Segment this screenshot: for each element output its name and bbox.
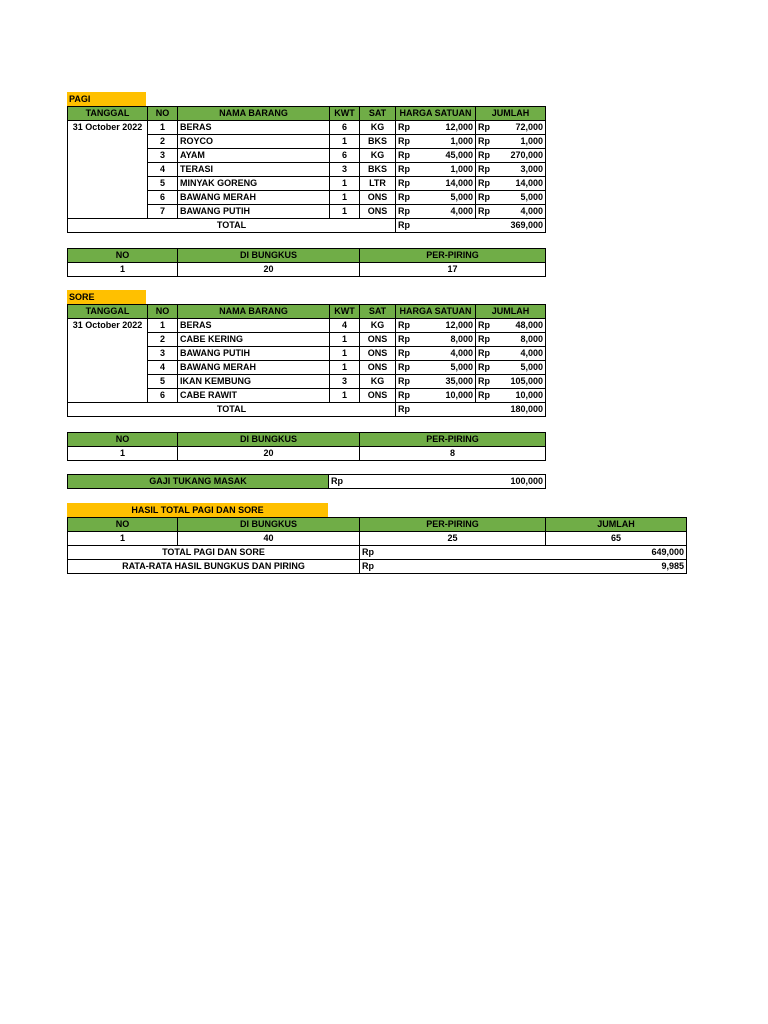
row-sat: ONS (360, 205, 396, 219)
header-harga-satuan: HARGA SATUAN (396, 107, 476, 121)
total-currency: Rp (396, 403, 476, 417)
row-sat: ONS (360, 347, 396, 361)
jumlah-value: 270,000 (510, 150, 543, 160)
currency: Rp (398, 178, 410, 188)
header-row (68, 249, 546, 263)
header-jumlah: JUMLAH (476, 305, 546, 319)
header-harga-satuan: HARGA SATUAN (396, 305, 476, 319)
row-sat: ONS (360, 191, 396, 205)
harga-value: 14,000 (445, 178, 473, 188)
harga-value: 1,000 (450, 164, 473, 174)
currency: Rp (398, 150, 410, 160)
row-no: 1 (148, 319, 178, 333)
row-nama: MINYAK GORENG (178, 177, 330, 191)
row-jumlah (476, 389, 546, 403)
row-kwt: 6 (330, 149, 360, 163)
row-nama: BERAS (178, 319, 330, 333)
harga-value: 45,000 (445, 150, 473, 160)
harga-value: 12,000 (445, 320, 473, 330)
row-harga (396, 361, 476, 375)
row-no: 2 (148, 333, 178, 347)
harga-value: 12,000 (445, 122, 473, 132)
header-tanggal: TANGGAL (68, 107, 148, 121)
currency: Rp (478, 178, 490, 188)
row-nama: BERAS (178, 121, 330, 135)
row-sat: ONS (360, 389, 396, 403)
gaji-row (68, 475, 546, 489)
table-row (68, 319, 546, 333)
total-pagi-sore-value: 649,000 (651, 547, 684, 557)
row-jumlah (476, 149, 546, 163)
row-jumlah (476, 135, 546, 149)
sore-summary-table (67, 432, 546, 461)
row-harga (396, 191, 476, 205)
row-sat: ONS (360, 333, 396, 347)
header-jumlah: JUMLAH (546, 518, 687, 532)
row-nama: AYAM (178, 149, 330, 163)
header-no: NO (148, 107, 178, 121)
total-row (68, 219, 546, 233)
table-row (68, 121, 546, 135)
row-no: 6 (148, 389, 178, 403)
currency: Rp (478, 150, 490, 160)
pagi-summary-table (67, 248, 546, 277)
header-per-piring: PER-PIRING (360, 433, 546, 447)
row-jumlah (476, 121, 546, 135)
gaji-value-cell (329, 475, 546, 489)
row-no: 3 (148, 347, 178, 361)
row-kwt: 1 (330, 333, 360, 347)
currency: Rp (331, 476, 343, 486)
hasil-table (67, 517, 687, 574)
date-cell: 31 October 2022 (68, 121, 148, 219)
header-di-bungkus: DI BUNGKUS (178, 433, 360, 447)
gaji-value: 100,000 (510, 476, 543, 486)
harga-value: 4,000 (450, 348, 473, 358)
summary-no: 1 (68, 263, 178, 277)
currency: Rp (478, 206, 490, 216)
row-nama: CABE KERING (178, 333, 330, 347)
hasil-piring: 25 (360, 532, 546, 546)
hasil-bungkus: 40 (178, 532, 360, 546)
row-kwt: 1 (330, 205, 360, 219)
jumlah-value: 48,000 (515, 320, 543, 330)
row-sat: KG (360, 149, 396, 163)
header-sat: SAT (360, 107, 396, 121)
row-jumlah (476, 347, 546, 361)
total-label: TOTAL (68, 403, 396, 417)
row-kwt: 1 (330, 361, 360, 375)
header-row (68, 433, 546, 447)
currency: Rp (398, 164, 410, 174)
gaji-label: GAJI TUKANG MASAK (68, 475, 329, 489)
rata-rata-value-cell (360, 560, 687, 574)
row-sat: KG (360, 121, 396, 135)
currency: Rp (478, 122, 490, 132)
summary-piring: 17 (360, 263, 546, 277)
currency: Rp (398, 362, 410, 372)
currency: Rp (478, 376, 490, 386)
row-sat: KG (360, 375, 396, 389)
jumlah-value: 14,000 (515, 178, 543, 188)
harga-value: 4,000 (450, 206, 473, 216)
sore-table (67, 304, 546, 417)
row-harga (396, 347, 476, 361)
row-no: 5 (148, 375, 178, 389)
row-kwt: 1 (330, 177, 360, 191)
row-jumlah (476, 191, 546, 205)
row-jumlah (476, 333, 546, 347)
header-per-piring: PER-PIRING (360, 518, 546, 532)
date-cell: 31 October 2022 (68, 319, 148, 403)
row-jumlah (476, 205, 546, 219)
total-value: 180,000 (476, 403, 546, 417)
header-row (68, 107, 546, 121)
summary-bungkus: 20 (178, 447, 360, 461)
currency: Rp (398, 122, 410, 132)
hasil-jumlah: 65 (546, 532, 687, 546)
currency: Rp (398, 334, 410, 344)
row-kwt: 1 (330, 389, 360, 403)
header-kwt: KWT (330, 107, 360, 121)
currency: Rp (478, 164, 490, 174)
row-kwt: 1 (330, 347, 360, 361)
jumlah-value: 3,000 (520, 164, 543, 174)
row-jumlah (476, 361, 546, 375)
row-nama: BAWANG PUTIH (178, 347, 330, 361)
section-label-pagi: PAGI (67, 92, 146, 106)
average-row (68, 560, 687, 574)
header-no: NO (68, 518, 178, 532)
total-pagi-sore-value-cell (360, 546, 687, 560)
row-sat: KG (360, 319, 396, 333)
row-no: 5 (148, 177, 178, 191)
jumlah-value: 5,000 (520, 192, 543, 202)
jumlah-value: 1,000 (520, 136, 543, 146)
row-harga (396, 389, 476, 403)
header-row (68, 518, 687, 532)
row-jumlah (476, 375, 546, 389)
row-kwt: 6 (330, 121, 360, 135)
jumlah-value: 72,000 (515, 122, 543, 132)
summary-bungkus: 20 (178, 263, 360, 277)
total-currency: Rp (396, 219, 476, 233)
currency: Rp (398, 320, 410, 330)
summary-no: 1 (68, 447, 178, 461)
row-harga (396, 319, 476, 333)
harga-value: 8,000 (450, 334, 473, 344)
header-no: NO (68, 433, 178, 447)
harga-value: 5,000 (450, 362, 473, 372)
row-harga (396, 333, 476, 347)
header-di-bungkus: DI BUNGKUS (178, 518, 360, 532)
jumlah-value: 4,000 (520, 206, 543, 216)
currency: Rp (398, 206, 410, 216)
harga-value: 35,000 (445, 376, 473, 386)
row-no: 4 (148, 361, 178, 375)
rata-rata-label: RATA-RATA HASIL BUNGKUS DAN PIRING (68, 560, 360, 574)
row-no: 6 (148, 191, 178, 205)
row-nama: IKAN KEMBUNG (178, 375, 330, 389)
jumlah-value: 10,000 (515, 390, 543, 400)
header-tanggal: TANGGAL (68, 305, 148, 319)
gaji-table (67, 474, 546, 489)
currency: Rp (362, 547, 374, 557)
header-kwt: KWT (330, 305, 360, 319)
section-label-hasil: HASIL TOTAL PAGI DAN SORE (67, 503, 328, 517)
total-row (68, 546, 687, 560)
row-harga (396, 163, 476, 177)
row-nama: ROYCO (178, 135, 330, 149)
currency: Rp (478, 362, 490, 372)
pagi-table (67, 106, 546, 233)
row-nama: BAWANG PUTIH (178, 205, 330, 219)
total-label: TOTAL (68, 219, 396, 233)
total-pagi-sore-label: TOTAL PAGI DAN SORE (68, 546, 360, 560)
row-harga (396, 121, 476, 135)
header-jumlah: JUMLAH (476, 107, 546, 121)
row-kwt: 3 (330, 163, 360, 177)
row-jumlah (476, 163, 546, 177)
section-label-sore: SORE (67, 290, 146, 304)
row-nama: BAWANG MERAH (178, 191, 330, 205)
table-row (68, 532, 687, 546)
row-kwt: 3 (330, 375, 360, 389)
harga-value: 5,000 (450, 192, 473, 202)
row-sat: BKS (360, 163, 396, 177)
hasil-no: 1 (68, 532, 178, 546)
row-nama: BAWANG MERAH (178, 361, 330, 375)
row-sat: LTR (360, 177, 396, 191)
currency: Rp (478, 334, 490, 344)
row-harga (396, 149, 476, 163)
jumlah-value: 5,000 (520, 362, 543, 372)
row-kwt: 4 (330, 319, 360, 333)
row-harga (396, 177, 476, 191)
row-no: 7 (148, 205, 178, 219)
harga-value: 1,000 (450, 136, 473, 146)
currency: Rp (398, 348, 410, 358)
row-harga (396, 205, 476, 219)
currency: Rp (398, 376, 410, 386)
currency: Rp (478, 136, 490, 146)
row-jumlah (476, 177, 546, 191)
currency: Rp (478, 348, 490, 358)
header-nama-barang: NAMA BARANG (178, 107, 330, 121)
row-no: 2 (148, 135, 178, 149)
header-nama-barang: NAMA BARANG (178, 305, 330, 319)
jumlah-value: 105,000 (510, 376, 543, 386)
header-no: NO (148, 305, 178, 319)
currency: Rp (362, 561, 374, 571)
header-di-bungkus: DI BUNGKUS (178, 249, 360, 263)
currency: Rp (478, 320, 490, 330)
header-row (68, 305, 546, 319)
currency: Rp (478, 390, 490, 400)
total-row (68, 403, 546, 417)
table-row (68, 263, 546, 277)
row-jumlah (476, 319, 546, 333)
row-no: 1 (148, 121, 178, 135)
harga-value: 10,000 (445, 390, 473, 400)
jumlah-value: 8,000 (520, 334, 543, 344)
jumlah-value: 4,000 (520, 348, 543, 358)
row-kwt: 1 (330, 191, 360, 205)
row-no: 3 (148, 149, 178, 163)
header-no: NO (68, 249, 178, 263)
currency: Rp (398, 136, 410, 146)
table-row (68, 447, 546, 461)
row-sat: ONS (360, 361, 396, 375)
summary-piring: 8 (360, 447, 546, 461)
row-nama: TERASI (178, 163, 330, 177)
total-value: 369,000 (476, 219, 546, 233)
header-sat: SAT (360, 305, 396, 319)
currency: Rp (398, 390, 410, 400)
row-harga (396, 135, 476, 149)
row-sat: BKS (360, 135, 396, 149)
header-per-piring: PER-PIRING (360, 249, 546, 263)
currency: Rp (398, 192, 410, 202)
row-no: 4 (148, 163, 178, 177)
row-harga (396, 375, 476, 389)
currency: Rp (478, 192, 490, 202)
row-nama: CABE RAWIT (178, 389, 330, 403)
row-kwt: 1 (330, 135, 360, 149)
rata-rata-value: 9,985 (661, 561, 684, 571)
